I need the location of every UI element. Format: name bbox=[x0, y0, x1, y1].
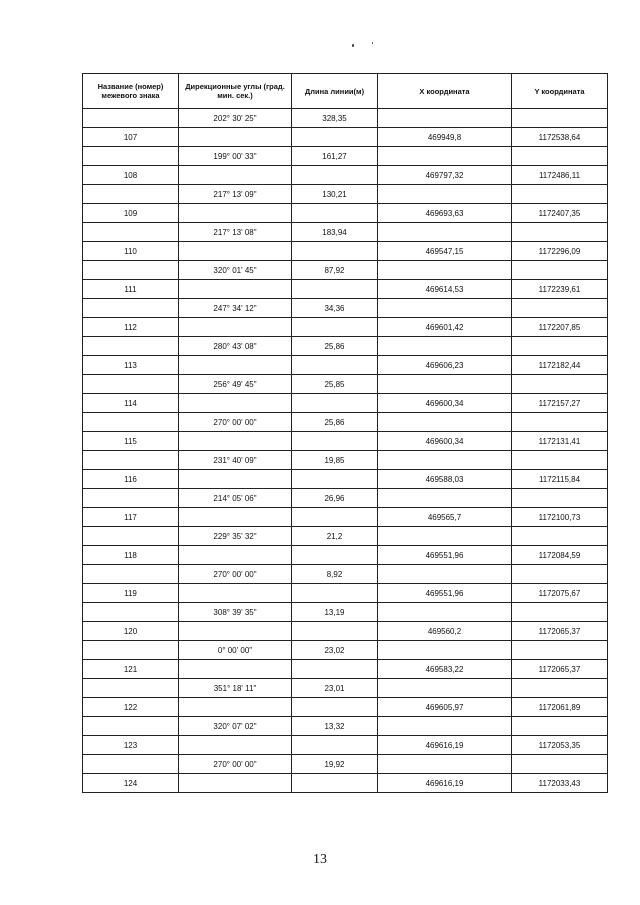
bearing-angle: 202° 30' 25" bbox=[179, 109, 292, 128]
empty-cell bbox=[179, 394, 292, 413]
empty-cell bbox=[179, 622, 292, 641]
line-length: 130,21 bbox=[292, 185, 378, 204]
empty-cell bbox=[83, 299, 179, 318]
empty-cell bbox=[378, 679, 512, 698]
segment-row bbox=[83, 679, 608, 698]
empty-cell bbox=[179, 242, 292, 261]
empty-cell bbox=[179, 698, 292, 717]
y-coordinate: 1172065,37 bbox=[512, 622, 608, 641]
segment-row bbox=[83, 413, 608, 432]
empty-cell bbox=[179, 584, 292, 603]
point-row bbox=[83, 584, 608, 603]
bearing-angle: 0° 00' 00" bbox=[179, 641, 292, 660]
empty-cell bbox=[83, 755, 179, 774]
line-length: 25,86 bbox=[292, 413, 378, 432]
point-row bbox=[83, 698, 608, 717]
table-body bbox=[83, 109, 608, 793]
empty-cell bbox=[292, 736, 378, 755]
y-coordinate: 1172053,35 bbox=[512, 736, 608, 755]
segment-row bbox=[83, 717, 608, 736]
line-length: 19,85 bbox=[292, 451, 378, 470]
point-row bbox=[83, 432, 608, 451]
point-row bbox=[83, 394, 608, 413]
empty-cell bbox=[83, 337, 179, 356]
empty-cell bbox=[83, 641, 179, 660]
empty-cell bbox=[83, 261, 179, 280]
empty-cell bbox=[83, 223, 179, 242]
point-row bbox=[83, 280, 608, 299]
segment-row bbox=[83, 185, 608, 204]
point-number: 120 bbox=[83, 622, 179, 641]
empty-cell bbox=[378, 261, 512, 280]
empty-cell bbox=[378, 527, 512, 546]
x-coordinate: 469551,96 bbox=[378, 546, 512, 565]
point-number: 121 bbox=[83, 660, 179, 679]
x-coordinate: 469605,97 bbox=[378, 698, 512, 717]
y-coordinate: 1172061,89 bbox=[512, 698, 608, 717]
x-coordinate: 469551,96 bbox=[378, 584, 512, 603]
line-length: 183,94 bbox=[292, 223, 378, 242]
empty-cell bbox=[179, 660, 292, 679]
segment-row bbox=[83, 375, 608, 394]
segment-row bbox=[83, 641, 608, 660]
header-y: Y координата bbox=[512, 74, 608, 109]
point-number: 117 bbox=[83, 508, 179, 527]
segment-row bbox=[83, 223, 608, 242]
y-coordinate: 1172033,43 bbox=[512, 774, 608, 793]
line-length: 13,19 bbox=[292, 603, 378, 622]
empty-cell bbox=[512, 337, 608, 356]
scan-speck bbox=[352, 44, 354, 47]
empty-cell bbox=[292, 584, 378, 603]
empty-cell bbox=[179, 546, 292, 565]
segment-row bbox=[83, 565, 608, 584]
empty-cell bbox=[292, 546, 378, 565]
point-number: 114 bbox=[83, 394, 179, 413]
point-number: 107 bbox=[83, 128, 179, 147]
header-name: Название (номер) межевого знака bbox=[83, 74, 179, 109]
empty-cell bbox=[378, 223, 512, 242]
empty-cell bbox=[292, 318, 378, 337]
empty-cell bbox=[378, 147, 512, 166]
x-coordinate: 469606,23 bbox=[378, 356, 512, 375]
line-length: 87,92 bbox=[292, 261, 378, 280]
bearing-angle: 351° 18' 11" bbox=[179, 679, 292, 698]
y-coordinate: 1172207,85 bbox=[512, 318, 608, 337]
y-coordinate: 1172538,64 bbox=[512, 128, 608, 147]
empty-cell bbox=[512, 185, 608, 204]
empty-cell bbox=[179, 128, 292, 147]
empty-cell bbox=[292, 242, 378, 261]
empty-cell bbox=[378, 755, 512, 774]
empty-cell bbox=[378, 565, 512, 584]
x-coordinate: 469693,63 bbox=[378, 204, 512, 223]
line-length: 25,85 bbox=[292, 375, 378, 394]
line-length: 328,35 bbox=[292, 109, 378, 128]
x-coordinate: 469614,53 bbox=[378, 280, 512, 299]
point-number: 110 bbox=[83, 242, 179, 261]
y-coordinate: 1172065,37 bbox=[512, 660, 608, 679]
point-number: 112 bbox=[83, 318, 179, 337]
bearing-angle: 247° 34' 12" bbox=[179, 299, 292, 318]
empty-cell bbox=[378, 299, 512, 318]
segment-row bbox=[83, 299, 608, 318]
x-coordinate: 469601,42 bbox=[378, 318, 512, 337]
empty-cell bbox=[292, 774, 378, 793]
x-coordinate: 469616,19 bbox=[378, 736, 512, 755]
y-coordinate: 1172100,73 bbox=[512, 508, 608, 527]
empty-cell bbox=[292, 128, 378, 147]
bearing-angle: 270° 00' 00" bbox=[179, 565, 292, 584]
x-coordinate: 469797,32 bbox=[378, 166, 512, 185]
point-row bbox=[83, 660, 608, 679]
y-coordinate: 1172486,11 bbox=[512, 166, 608, 185]
page-number: 13 bbox=[313, 852, 327, 867]
bearing-angle: 308° 39' 35" bbox=[179, 603, 292, 622]
y-coordinate: 1172182,44 bbox=[512, 356, 608, 375]
empty-cell bbox=[83, 717, 179, 736]
empty-cell bbox=[512, 489, 608, 508]
empty-cell bbox=[292, 698, 378, 717]
empty-cell bbox=[292, 394, 378, 413]
y-coordinate: 1172131,41 bbox=[512, 432, 608, 451]
empty-cell bbox=[179, 280, 292, 299]
x-coordinate: 469616,19 bbox=[378, 774, 512, 793]
y-coordinate: 1172075,67 bbox=[512, 584, 608, 603]
scan-speck bbox=[372, 42, 373, 44]
point-number: 122 bbox=[83, 698, 179, 717]
bearing-angle: 320° 01' 45" bbox=[179, 261, 292, 280]
line-length: 23,01 bbox=[292, 679, 378, 698]
empty-cell bbox=[179, 470, 292, 489]
line-length: 34,36 bbox=[292, 299, 378, 318]
segment-row bbox=[83, 451, 608, 470]
empty-cell bbox=[512, 527, 608, 546]
empty-cell bbox=[292, 660, 378, 679]
empty-cell bbox=[179, 432, 292, 451]
y-coordinate: 1172115,84 bbox=[512, 470, 608, 489]
empty-cell bbox=[378, 109, 512, 128]
empty-cell bbox=[378, 185, 512, 204]
bearing-angle: 199° 00' 33" bbox=[179, 147, 292, 166]
bearing-angle: 217° 13' 09" bbox=[179, 185, 292, 204]
bearing-angle: 217° 13' 08" bbox=[179, 223, 292, 242]
empty-cell bbox=[378, 413, 512, 432]
line-length: 25,86 bbox=[292, 337, 378, 356]
bearing-angle: 280° 43' 08" bbox=[179, 337, 292, 356]
point-row bbox=[83, 736, 608, 755]
empty-cell bbox=[83, 489, 179, 508]
point-row bbox=[83, 166, 608, 185]
empty-cell bbox=[512, 223, 608, 242]
point-number: 108 bbox=[83, 166, 179, 185]
point-row bbox=[83, 470, 608, 489]
segment-row bbox=[83, 109, 608, 128]
line-length: 19,92 bbox=[292, 755, 378, 774]
line-length: 13,32 bbox=[292, 717, 378, 736]
empty-cell bbox=[378, 603, 512, 622]
empty-cell bbox=[512, 147, 608, 166]
empty-cell bbox=[512, 299, 608, 318]
x-coordinate: 469583,22 bbox=[378, 660, 512, 679]
point-row bbox=[83, 356, 608, 375]
x-coordinate: 469547,15 bbox=[378, 242, 512, 261]
segment-row bbox=[83, 337, 608, 356]
empty-cell bbox=[179, 166, 292, 185]
empty-cell bbox=[512, 109, 608, 128]
empty-cell bbox=[512, 717, 608, 736]
x-coordinate: 469565,7 bbox=[378, 508, 512, 527]
y-coordinate: 1172239,61 bbox=[512, 280, 608, 299]
empty-cell bbox=[378, 451, 512, 470]
empty-cell bbox=[378, 375, 512, 394]
empty-cell bbox=[292, 432, 378, 451]
empty-cell bbox=[83, 109, 179, 128]
table-header-row bbox=[83, 74, 608, 109]
empty-cell bbox=[83, 451, 179, 470]
y-coordinate: 1172407,35 bbox=[512, 204, 608, 223]
point-row bbox=[83, 508, 608, 527]
bearing-angle: 256° 49' 45" bbox=[179, 375, 292, 394]
empty-cell bbox=[83, 375, 179, 394]
line-length: 161,27 bbox=[292, 147, 378, 166]
empty-cell bbox=[83, 527, 179, 546]
point-number: 118 bbox=[83, 546, 179, 565]
x-coordinate: 469600,34 bbox=[378, 394, 512, 413]
empty-cell bbox=[292, 508, 378, 527]
point-number: 119 bbox=[83, 584, 179, 603]
point-row bbox=[83, 622, 608, 641]
header-angle: Дирекционные углы (град. мин. сек.) bbox=[179, 74, 292, 109]
x-coordinate: 469600,34 bbox=[378, 432, 512, 451]
bearing-angle: 320° 07' 02" bbox=[179, 717, 292, 736]
empty-cell bbox=[179, 204, 292, 223]
empty-cell bbox=[292, 622, 378, 641]
point-number: 109 bbox=[83, 204, 179, 223]
bearing-angle: 229° 35' 32" bbox=[179, 527, 292, 546]
empty-cell bbox=[83, 413, 179, 432]
empty-cell bbox=[512, 375, 608, 394]
point-row bbox=[83, 774, 608, 793]
segment-row bbox=[83, 489, 608, 508]
empty-cell bbox=[179, 356, 292, 375]
empty-cell bbox=[83, 603, 179, 622]
empty-cell bbox=[292, 166, 378, 185]
y-coordinate: 1172084,59 bbox=[512, 546, 608, 565]
line-length: 21,2 bbox=[292, 527, 378, 546]
line-length: 23,02 bbox=[292, 641, 378, 660]
empty-cell bbox=[512, 603, 608, 622]
empty-cell bbox=[179, 318, 292, 337]
point-number: 113 bbox=[83, 356, 179, 375]
point-row bbox=[83, 204, 608, 223]
empty-cell bbox=[292, 356, 378, 375]
empty-cell bbox=[83, 679, 179, 698]
empty-cell bbox=[512, 451, 608, 470]
boundary-coordinates-table bbox=[82, 73, 608, 793]
point-number: 116 bbox=[83, 470, 179, 489]
empty-cell bbox=[512, 413, 608, 432]
bearing-angle: 214° 05' 06" bbox=[179, 489, 292, 508]
segment-row bbox=[83, 603, 608, 622]
empty-cell bbox=[512, 261, 608, 280]
line-length: 8,92 bbox=[292, 565, 378, 584]
segment-row bbox=[83, 527, 608, 546]
point-number: 111 bbox=[83, 280, 179, 299]
empty-cell bbox=[292, 204, 378, 223]
y-coordinate: 1172296,09 bbox=[512, 242, 608, 261]
empty-cell bbox=[179, 736, 292, 755]
point-number: 124 bbox=[83, 774, 179, 793]
point-row bbox=[83, 318, 608, 337]
empty-cell bbox=[292, 280, 378, 299]
empty-cell bbox=[292, 470, 378, 489]
empty-cell bbox=[378, 337, 512, 356]
point-row bbox=[83, 242, 608, 261]
empty-cell bbox=[83, 565, 179, 584]
segment-row bbox=[83, 755, 608, 774]
empty-cell bbox=[512, 565, 608, 584]
segment-row bbox=[83, 147, 608, 166]
point-number: 123 bbox=[83, 736, 179, 755]
x-coordinate: 469560,2 bbox=[378, 622, 512, 641]
point-number: 115 bbox=[83, 432, 179, 451]
line-length: 26,96 bbox=[292, 489, 378, 508]
empty-cell bbox=[83, 147, 179, 166]
empty-cell bbox=[83, 185, 179, 204]
header-length: Длина линии(м) bbox=[292, 74, 378, 109]
point-row bbox=[83, 128, 608, 147]
header-x: X координата bbox=[378, 74, 512, 109]
empty-cell bbox=[512, 755, 608, 774]
empty-cell bbox=[179, 774, 292, 793]
empty-cell bbox=[512, 679, 608, 698]
x-coordinate: 469949,8 bbox=[378, 128, 512, 147]
y-coordinate: 1172157,27 bbox=[512, 394, 608, 413]
point-row bbox=[83, 546, 608, 565]
segment-row bbox=[83, 261, 608, 280]
bearing-angle: 270° 00' 00" bbox=[179, 755, 292, 774]
x-coordinate: 469588,03 bbox=[378, 470, 512, 489]
bearing-angle: 270° 00' 00" bbox=[179, 413, 292, 432]
empty-cell bbox=[378, 641, 512, 660]
bearing-angle: 231° 40' 09" bbox=[179, 451, 292, 470]
empty-cell bbox=[512, 641, 608, 660]
empty-cell bbox=[378, 489, 512, 508]
empty-cell bbox=[378, 717, 512, 736]
empty-cell bbox=[179, 508, 292, 527]
